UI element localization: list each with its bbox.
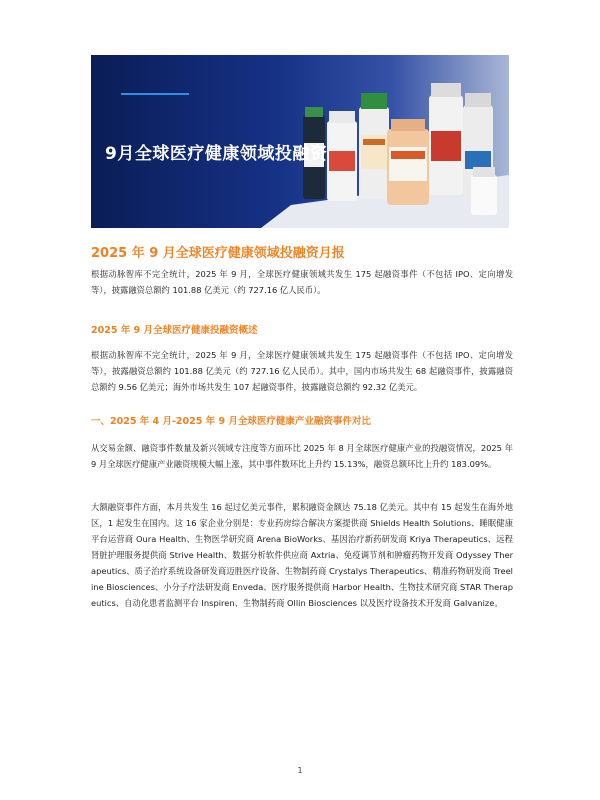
banner-title: 9月全球医疗健康领域投融资 [105,144,328,164]
section1-paragraph-1: 从交易金额、融资事件数量及新兴领域专注度等方面环比 2025 年 8 月全球医疗健康产业的投融资情况，2025 年 9 月全球医疗健康产业融资规模大幅上涨，其中事件数环比上升约 15.13%，融资总额环比上升约 183.09%。 [91,443,513,469]
banner-accent-line [121,93,189,95]
page-number: 1 [297,766,303,775]
banner-image [91,55,509,228]
intro-paragraph: 根据动脉智库不完全统计，2025 年 9 月，全球医疗健康领域共发生 175 起融资事件（不包括 IPO、定向增发等），披露融资总额约 101.88 亿美元（约 727.16 亿人民币）。 [91,269,513,295]
overview-paragraph: 根据动脉智库不完全统计，2025 年 9 月，全球医疗健康领域共发生 175 起融资事件（不包括 IPO、定向增发等），披露融资总额约 101.88 亿美元（约 727.16 亿人民币）。其中，国内市场共发生 68 起融资事件，披露融资总额约 9.56 亿美元；海外市场共发生 107 起融资事件，披露融资总额约 92.32 亿美元。 [91,350,513,392]
overview-heading: 2025 年 9 月全球医疗健康投融资概述 [91,325,258,336]
report-title: 2025 年 9 月全球医疗健康领域投融资月报 [91,246,345,261]
section1-heading: 一、2025 年 4 月-2025 年 9 月全球医疗健康产业融资事件对比 [91,416,371,427]
section1-paragraph-2: 大额融资事件方面，本月共发生 16 起过亿美元事件，累积融资金额达 75.18 亿美元。其中有 15 起发生在海外地区，1 起发生在国内。这 16 家企业分别是：专业药房综合解决方案提供商 Shields Health Solutions、睡眠健康平台运营商 Oura Health、生物医学研究商 Arena BioWorks、基因治疗新药研发商 Kriya Therapeutics、远程肾脏护理服务提供商 Strive Health、数据分析软件供应商 Axtria、免疫调节剂和肿瘤药物开发商 Odyssey Therapeutics、质子治疗系统设备研发商迈胜医疗设备、生物制药商 Crystalys Therapeutics、精准药物研发商 Treeline Biosciences、小分子疗法研发商 Enveda、医疗服务提供商 Harbor Health、生物技术研究商 STAR Therapeutics、自动化患者监测平台 Inspiren、生物制药商 Ollin Biosciences 以及医疗设备技术开发商 Galvanize。 [91,502,513,608]
